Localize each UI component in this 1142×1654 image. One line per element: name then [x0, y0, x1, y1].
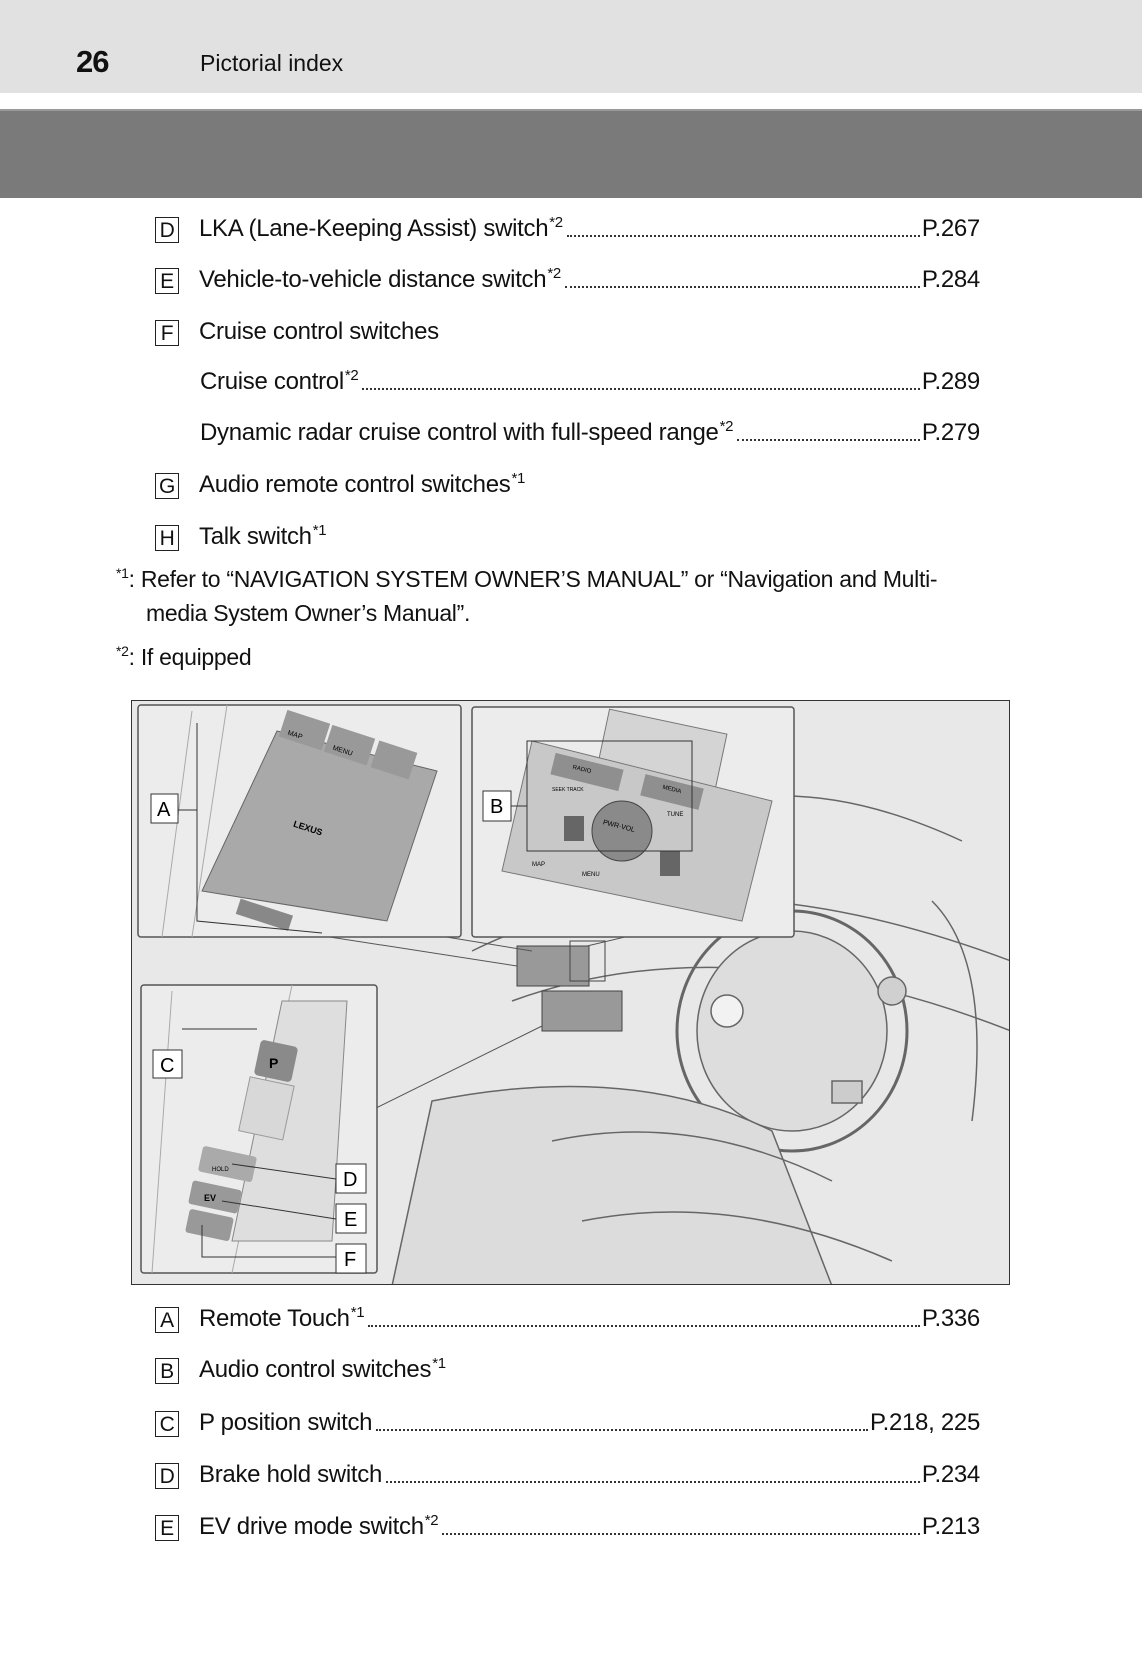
- item-label: LKA (Lane-Keeping Assist) switch$^{*2}$: [199, 214, 563, 242]
- radio-label: RADIO: [571, 764, 592, 776]
- section-title: Pictorial index: [200, 50, 344, 76]
- item-letter-box: F: [155, 320, 179, 346]
- callout-b: [483, 791, 511, 821]
- footnote-text: Refer to “NAVIGATION SYSTEM OWNER’S MANUAL” or “Navigation and Multi-: [140, 566, 938, 592]
- item-label: Cruise control$^{*2}$: [200, 367, 359, 395]
- item-label: Dynamic radar cruise control with full-speed range$^{*2}$: [200, 418, 734, 446]
- lexus-logo: LEXUS: [292, 818, 324, 838]
- footnote-1-cont: media System Owner’s Manual”.: [146, 600, 471, 626]
- page-reference-link[interactable]: P.336: [921, 1305, 980, 1332]
- callout-d: [336, 1164, 366, 1193]
- item-label: Cruise control switches: [199, 318, 439, 345]
- footnote-1: $^{*1}$: Refer to “NAVIGATION SYSTEM OWNER’S MANUAL” or “Navigation and Multi-: [116, 565, 938, 592]
- callout-e: [336, 1204, 366, 1233]
- dot-leader: [565, 286, 920, 288]
- media-label: MEDIA: [661, 784, 682, 796]
- item-letter-box: H: [155, 525, 179, 551]
- page-reference-link[interactable]: P.267: [921, 215, 980, 242]
- footnote-mark: *2: [116, 643, 129, 659]
- callout-d-text: D: [343, 1169, 358, 1191]
- item-letter-box: B: [155, 1358, 179, 1384]
- item-letter-box: G: [155, 473, 179, 499]
- panel-remote-touch: [138, 705, 461, 937]
- item-letter-box: C: [155, 1411, 179, 1437]
- footnote-2: $^{*2}$: If equipped: [116, 643, 252, 670]
- footnote-mark: *1: [116, 565, 129, 581]
- footnote-text: If equipped: [140, 644, 252, 670]
- callout-f: [336, 1244, 366, 1273]
- callout-a: [151, 794, 178, 823]
- index-item[interactable]: [200, 417, 980, 447]
- page-reference-link[interactable]: P.289: [921, 368, 980, 395]
- footnote-ref: *2: [424, 1512, 439, 1529]
- footnote-ref: *1: [350, 1304, 365, 1321]
- footnote-ref: *1: [511, 470, 526, 487]
- seek-track-label: SEEK TRACK: [552, 787, 584, 793]
- callout-b-text: B: [490, 796, 504, 818]
- footnote-ref: *2: [549, 214, 563, 231]
- footnote-ref: *2: [547, 265, 561, 282]
- index-item[interactable]: [155, 1511, 980, 1541]
- index-item[interactable]: [155, 264, 980, 294]
- item-label: Brake hold switch: [199, 1461, 382, 1488]
- p-button-label: P: [269, 1055, 279, 1071]
- item-label: Audio control switches$^{*1}$: [199, 1355, 446, 1383]
- footnote-ref: *1: [432, 1355, 446, 1372]
- footnote-ref: *2: [719, 418, 734, 435]
- callout-e-text: E: [344, 1209, 358, 1231]
- dot-leader: [567, 235, 920, 237]
- page-header: [0, 0, 1142, 93]
- dot-leader: [386, 1481, 920, 1483]
- item-letter-box: E: [155, 268, 179, 294]
- item-label: Remote Touch$^{*1}$: [199, 1304, 365, 1332]
- interior-illustration: [131, 700, 1010, 1285]
- page-reference-link[interactable]: P.218, 225: [869, 1409, 980, 1436]
- item-label: Vehicle-to-vehicle distance switch$^{*2}$: [199, 265, 561, 293]
- item-letter-box: D: [155, 217, 179, 243]
- menu-label: MENU: [582, 872, 600, 878]
- index-item[interactable]: [155, 1303, 980, 1333]
- callout-f-text: F: [344, 1249, 357, 1271]
- page-reference-link[interactable]: P.284: [921, 266, 980, 293]
- index-item: [155, 316, 980, 346]
- map-label: MAP: [532, 862, 546, 868]
- page-reference-link[interactable]: P.234: [921, 1461, 980, 1488]
- index-item[interactable]: [155, 213, 980, 243]
- index-item[interactable]: [200, 366, 980, 396]
- index-item: [155, 1354, 980, 1384]
- section-band: [0, 109, 1142, 198]
- index-item[interactable]: [155, 1459, 980, 1489]
- item-letter-box: E: [155, 1515, 179, 1541]
- callout-a-text: A: [157, 799, 171, 821]
- callout-c-text: C: [160, 1055, 175, 1077]
- item-letter-box: D: [155, 1463, 179, 1489]
- page-reference-link[interactable]: P.213: [921, 1513, 980, 1540]
- ev-label: EV: [204, 1193, 217, 1203]
- item-label: Audio remote control switches$^{*1}$: [199, 470, 526, 498]
- index-item: [155, 521, 980, 551]
- item-letter-box: A: [155, 1307, 179, 1333]
- hold-label: HOLD: [212, 1167, 229, 1173]
- page-number: 26: [76, 44, 109, 79]
- menu-button-label: MENU: [331, 744, 354, 758]
- tune-label: TUNE: [667, 812, 684, 818]
- dot-leader: [362, 388, 919, 390]
- page-reference-link[interactable]: P.279: [921, 419, 980, 446]
- dot-leader: [442, 1533, 920, 1535]
- item-label: EV drive mode switch$^{*2}$: [199, 1512, 439, 1540]
- dot-leader: [368, 1325, 920, 1327]
- item-label: Talk switch$^{*1}$: [199, 522, 327, 550]
- footnote-ref: *2: [344, 367, 359, 384]
- map-button-label: MAP: [286, 729, 304, 742]
- dot-leader: [376, 1429, 868, 1431]
- pwr-vol-label: PWR·VOL: [602, 819, 636, 835]
- dot-leader: [737, 439, 920, 441]
- item-label: P position switch: [199, 1409, 373, 1436]
- index-item: [155, 469, 980, 499]
- footnote-ref: *1: [312, 522, 327, 539]
- panel-audio-controls: [472, 707, 794, 937]
- index-item[interactable]: [155, 1407, 980, 1437]
- callout-c: [153, 1050, 182, 1078]
